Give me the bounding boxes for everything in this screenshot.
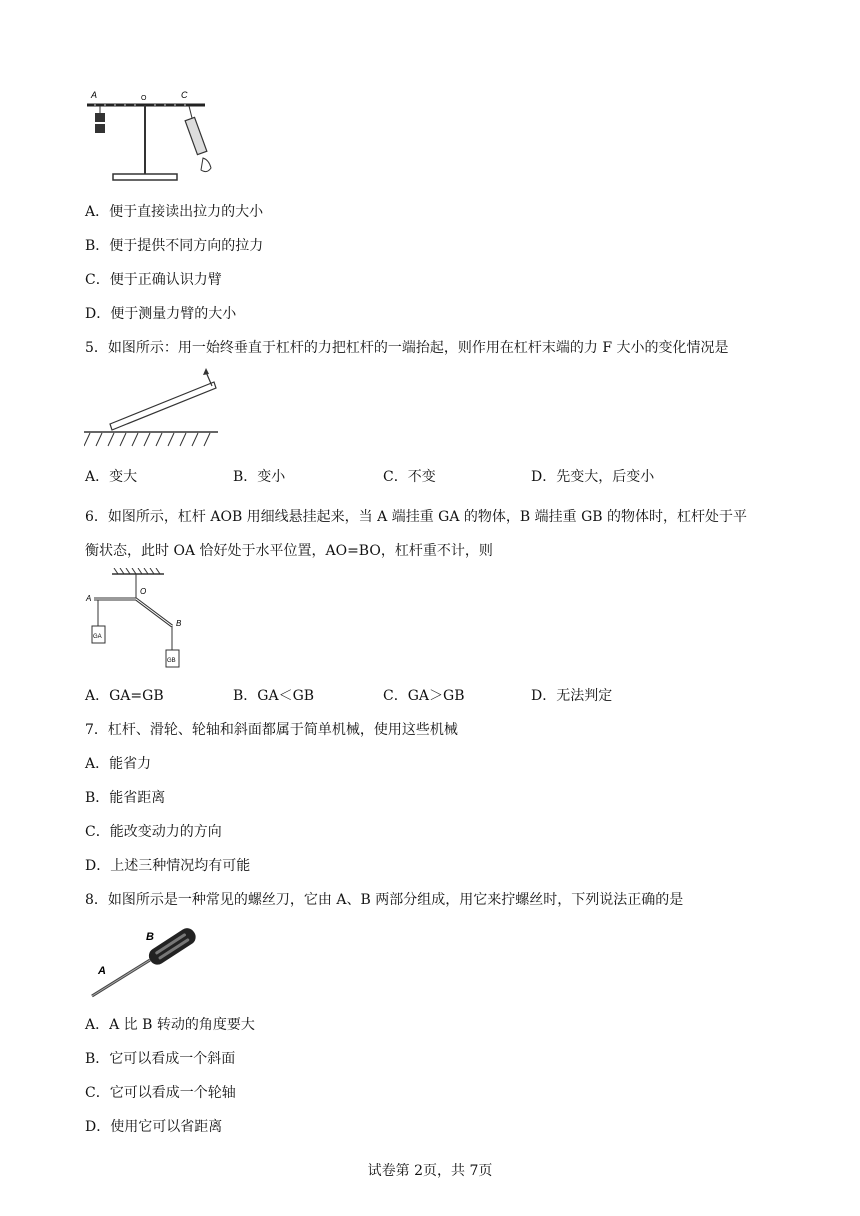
q7-stem: 7．杠杆、滑轮、轮轴和斜面都属于简单机械，使用这些机械 xyxy=(85,722,458,738)
q5-lever-figure xyxy=(84,366,224,454)
q5-stem: 5．如图所示：用一始终垂直于杠杆的力把杠杆的一端抬起，则作用在杠杆末端的力 F 大小的变化情况是 xyxy=(85,340,729,356)
q8-screwdriver-figure xyxy=(84,918,199,1003)
q6-option-d: D．无法判定 xyxy=(531,688,613,704)
q5-lever-bar xyxy=(110,382,216,430)
q6-option-a: A．GA=GB xyxy=(85,688,164,704)
q4-option-b: B．便于提供不同方向的拉力 xyxy=(85,238,264,254)
q6-weight-gb-label: GB xyxy=(167,658,176,664)
q4-option-a: A．便于直接读出拉力的大小 xyxy=(85,204,264,220)
q4-label-c: C xyxy=(181,90,188,100)
q4-weight-1 xyxy=(95,113,105,122)
q8-option-a: A．A 比 B 转动的角度要大 xyxy=(85,1017,255,1033)
q8-option-c: C．它可以看成一个轮轴 xyxy=(85,1085,236,1101)
q5-option-c: C．不变 xyxy=(383,469,436,485)
q6-label-b: B xyxy=(176,619,182,628)
q5-option-b: B．变小 xyxy=(233,469,286,485)
q5-option-d: D．先变大，后变小 xyxy=(531,469,655,485)
q4-option-c: C．便于正确认识力臂 xyxy=(85,272,222,288)
q4-weight-2 xyxy=(95,124,105,133)
q6-bent-lever-figure xyxy=(84,568,194,673)
q6-weight-ga-label: GA xyxy=(93,634,102,640)
q8-label-b: B xyxy=(146,931,154,943)
q7-option-d: D．上述三种情况均有可能 xyxy=(85,858,251,874)
q6-label-o: O xyxy=(140,587,147,596)
q7-option-a: A．能省力 xyxy=(85,756,152,772)
q4-spring-scale xyxy=(185,106,211,172)
q6-option-c: C．GA＞GB xyxy=(383,688,465,704)
q4-label-o: O xyxy=(141,95,147,102)
q4-label-a: A xyxy=(91,90,98,100)
q5-option-a: A．变大 xyxy=(85,469,138,485)
page-footer: 试卷第 2页，共 7页 xyxy=(367,1163,493,1179)
q4-option-d: D．便于测量力臂的大小 xyxy=(85,306,237,322)
q7-option-b: B．能省距离 xyxy=(85,790,166,806)
q8-option-d: D．使用它可以省距离 xyxy=(85,1119,223,1135)
q7-option-c: C．能改变动力的方向 xyxy=(85,824,222,840)
q8-option-b: B．它可以看成一个斜面 xyxy=(85,1051,236,1067)
q4-lever-stand-figure xyxy=(85,88,235,186)
q6-label-a: A xyxy=(86,594,92,603)
q6-stem-line2: 衡状态，此时 OA 恰好处于水平位置，AO=BO，杠杆重不计，则 xyxy=(85,543,493,559)
q6-option-b: B．GA＜GB xyxy=(233,688,315,704)
q8-stem: 8．如图所示是一种常见的螺丝刀，它由 A、B 两部分组成，用它来拧螺丝时，下列说法正确的是 xyxy=(85,892,684,908)
q8-label-a: A xyxy=(98,965,106,977)
q6-lever-arm xyxy=(94,599,172,626)
q6-stem-line1: 6．如图所示，杠杆 AOB 用细线悬挂起来，当 A 端挂重 GA 的物体，B 端挂重 GB 的物体时，杠杆处于平 xyxy=(85,509,747,525)
q4-stand-base xyxy=(113,174,177,180)
